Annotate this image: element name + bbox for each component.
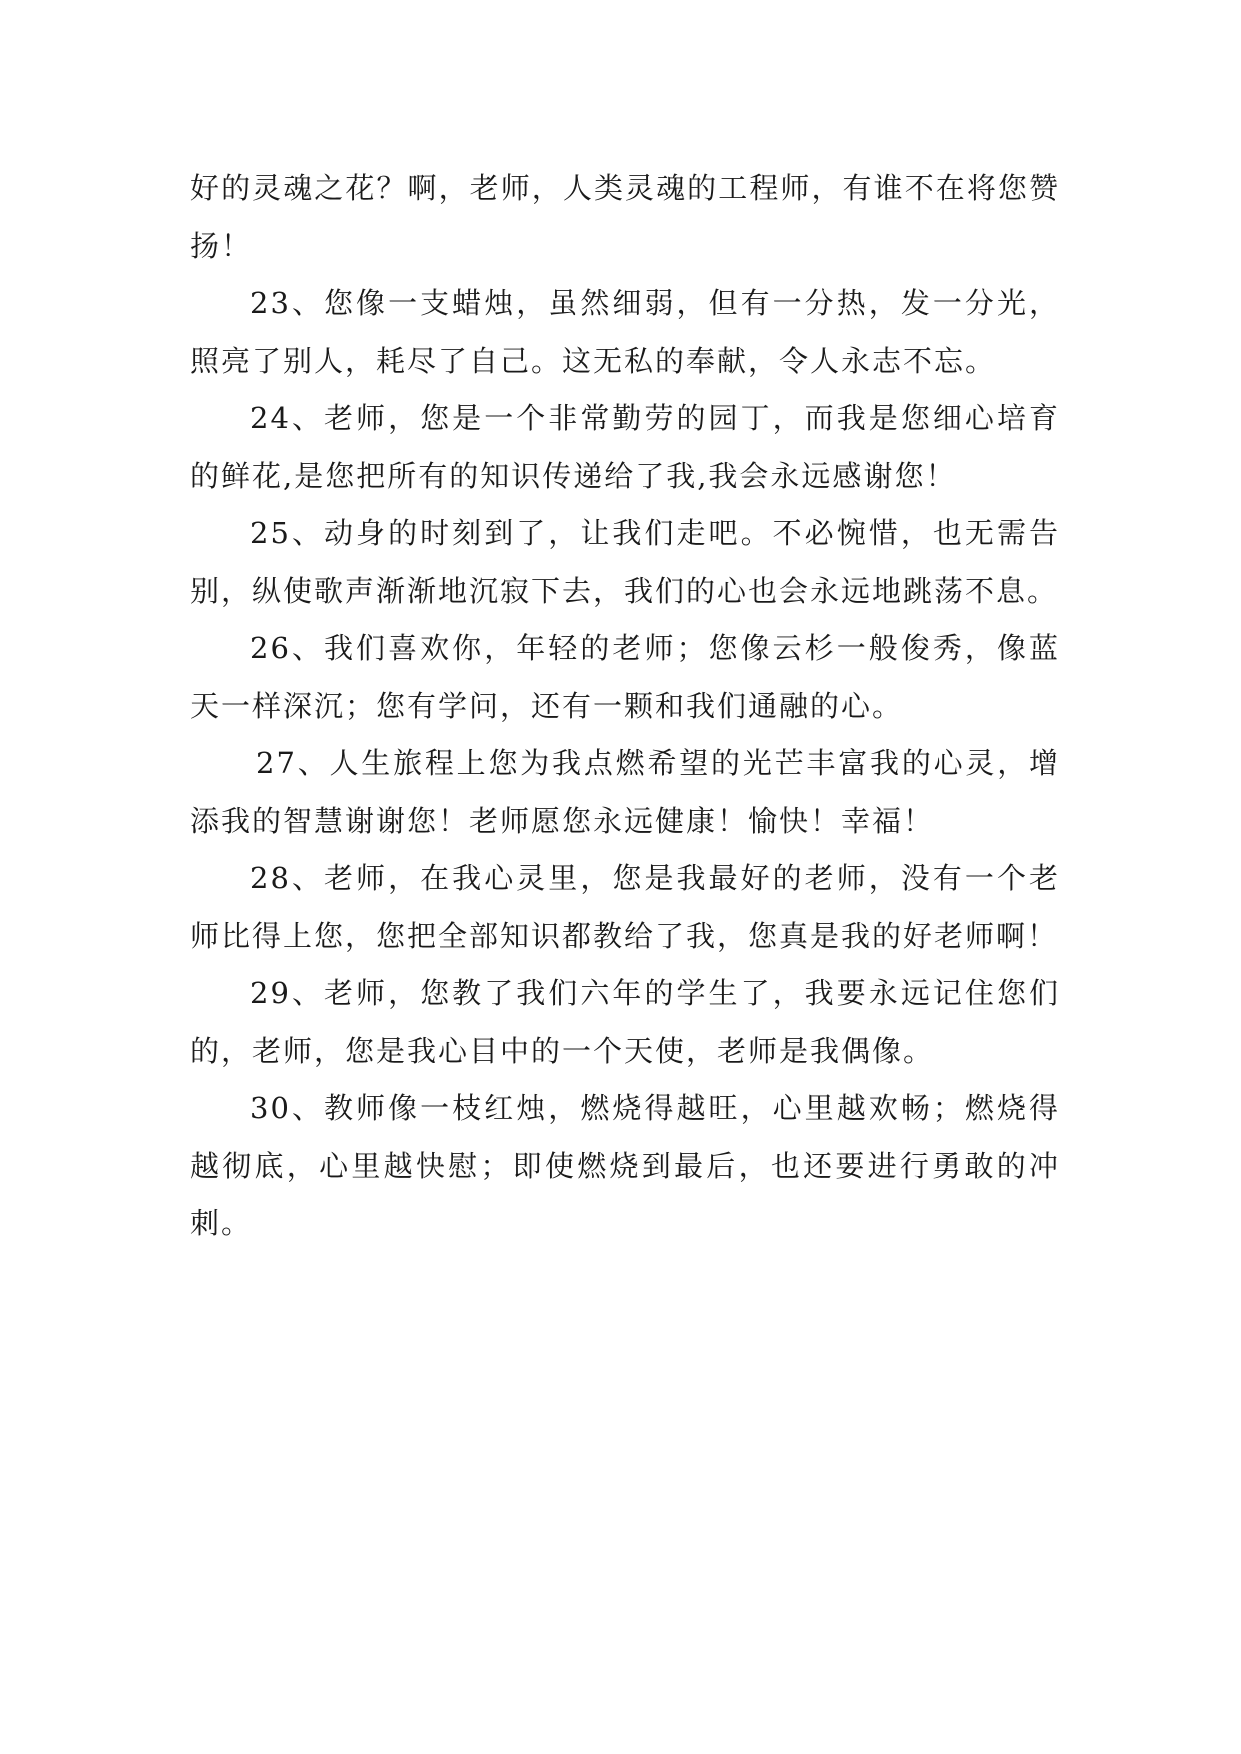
paragraph-25: 25、动身的时刻到了，让我们走吧。不必惋惜，也无需告别，纵使歌声渐渐地沉寂下去，我们的心也会永远地跳荡不息。 — [190, 516, 1060, 608]
paragraph-28: 28、老师，在我心灵里，您是我最好的老师，没有一个老师比得上您，您把全部知识都教给了我，您真是我的好老师啊！ — [190, 861, 1060, 953]
paragraph-23: 23、您像一支蜡烛，虽然细弱，但有一分热，发一分光，照亮了别人，耗尽了自己。这无私的奉献，令人永志不忘。 — [190, 286, 1060, 378]
paragraph-26: 26、我们喜欢你，年轻的老师；您像云杉一般俊秀，像蓝天一样深沉；您有学问，还有一颗和我们通融的心。 — [190, 631, 1060, 723]
paragraph-continuation: 好的灵魂之花？啊，老师，人类灵魂的工程师，有谁不在将您赞扬！ — [190, 171, 1060, 263]
paragraph-24: 24、老师，您是一个非常勤劳的园丁，而我是您细心培育的鲜花,是您把所有的知识传递给了我,我会永远感谢您！ — [190, 401, 1060, 493]
paragraph-29: 29、老师，您教了我们六年的学生了，我要永远记住您们的，老师，您是我心目中的一个天使，老师是我偶像。 — [190, 976, 1060, 1068]
document-body — [190, 160, 1060, 1253]
paragraph-30: 30、教师像一枝红烛，燃烧得越旺，心里越欢畅；燃烧得越彻底，心里越快慰；即使燃烧到最后，也还要进行勇敢的冲刺。 — [190, 1091, 1060, 1240]
paragraph-27: 27、人生旅程上您为我点燃希望的光芒丰富我的心灵，增添我的智慧谢谢您！老师愿您永远健康！愉快！幸福！ — [190, 746, 1060, 838]
